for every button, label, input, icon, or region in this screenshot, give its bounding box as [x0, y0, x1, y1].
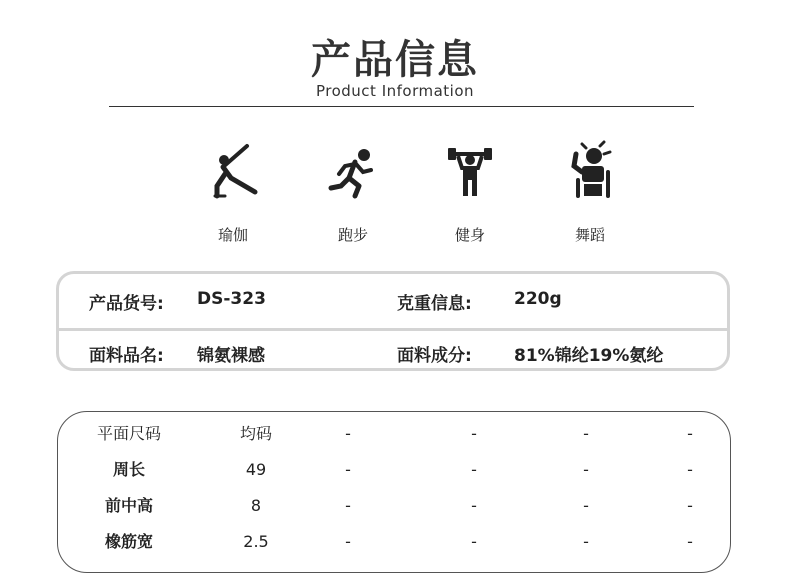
info-divider [59, 328, 727, 331]
product-no-value: DS-323 [197, 289, 266, 309]
running-icon [323, 140, 383, 202]
row-label: 前中高 [104, 496, 153, 515]
weight-label: 克重信息: [397, 294, 472, 314]
table-cell: - [345, 496, 351, 515]
table-cell: 均码 [239, 424, 272, 443]
table-row [58, 524, 730, 560]
composition-label: 面料成分: [397, 346, 472, 366]
fitness-icon [440, 140, 500, 202]
table-cell: - [345, 424, 351, 443]
table-cell: - [687, 460, 693, 479]
product-no-label: 产品货号: [89, 294, 164, 314]
table-row [58, 452, 730, 488]
table-cell: 49 [245, 460, 267, 479]
activity-label: 瑜伽 [217, 226, 248, 244]
size-table [57, 411, 731, 573]
activity-fitness [420, 140, 520, 245]
table-cell: - [583, 424, 589, 443]
activity-dance [540, 140, 640, 245]
table-cell: - [345, 532, 351, 551]
table-cell: - [583, 496, 589, 515]
table-cell: 2.5 [243, 532, 269, 551]
page-title: 产品信息 [311, 37, 479, 83]
activity-label: 跑步 [337, 226, 368, 244]
table-cell: - [471, 496, 477, 515]
composition-value: 81%锦纶19%氨纶 [514, 346, 664, 366]
row-label: 橡筋宽 [104, 532, 153, 551]
row-label: 周长 [112, 460, 145, 479]
table-cell: - [583, 532, 589, 551]
row-label: 平面尺码 [96, 424, 161, 443]
dance-icon [560, 140, 620, 202]
table-row [58, 488, 730, 524]
yoga-icon [203, 140, 263, 202]
table-cell: - [471, 532, 477, 551]
activity-yoga [183, 140, 283, 245]
fabric-name-label: 面料品名: [89, 346, 164, 366]
activity-running [303, 140, 403, 245]
table-cell: - [345, 460, 351, 479]
table-row [58, 416, 730, 452]
fabric-name-value: 锦氨裸感 [197, 346, 265, 366]
page-subtitle: Product Information [315, 82, 475, 100]
title-divider [109, 106, 694, 107]
table-cell: - [583, 460, 589, 479]
activity-label: 舞蹈 [574, 226, 605, 244]
activity-label: 健身 [454, 226, 485, 244]
weight-value: 220g [514, 289, 562, 309]
product-info-box [56, 271, 730, 371]
table-cell: 8 [250, 496, 262, 515]
table-cell: - [471, 460, 477, 479]
table-cell: - [687, 496, 693, 515]
table-cell: - [687, 424, 693, 443]
table-cell: - [687, 532, 693, 551]
table-cell: - [471, 424, 477, 443]
